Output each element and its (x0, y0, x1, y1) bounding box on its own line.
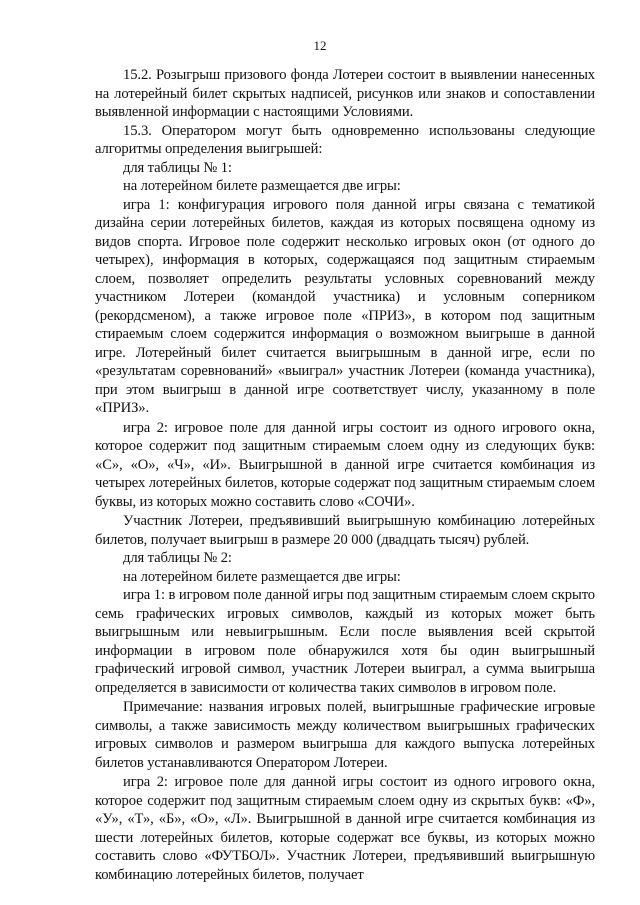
paragraph-note: Примечание: названия игровых полей, выигрышные графические игровые символы, а также зависимость между количеством выигрышных графических игровых символов и размером выигрыша для каждого выпуска лотерейных билетов устанавливаются Оператором Лотереи. (95, 699, 595, 771)
paragraph-table-1-game-1: игра 1: конфигурация игрового поля данной игры связана с тематикой дизайна серии лотерейных билетов, каждая из которых посвящена одному из видов спорта. Игровое поле содержит несколько игровых окон (от одного до четырех), информация в которых, содержащаяся под защитным стираемым слоем, позволяет определить результаты условных соревнований между участником Лотереи (командой участника) и условным соперником (рекордсменом), а также игровое поле «ПРИЗ», в котором под защитным стираемым слоем содержится информация о возможном выигрыше в данной игре. Лотерейный билет считается выигрышным в данной игре, если по «результатам соревнований» «выиграл» участник Лотереи (команда участника), при этом выигрыш в данной игре соответствует числу, указанному в поле «ПРИЗ». (95, 196, 595, 416)
paragraph-table-1-prize: Участник Лотереи, предъявивший выигрышную комбинацию лотерейных билетов, получает выигрыш в размере 20 000 (двадцать тысяч) рублей. (95, 513, 595, 548)
page-number: 12 (313, 38, 327, 53)
paragraph-table-2-heading: для таблицы № 2: (123, 550, 232, 566)
paragraph-table-1-game-2: игра 2: игровое поле для данной игры состоит из одного игрового окна, которое содержит под защитным стираемым слоем одну из следующих букв: «С», «О», «Ч», «И». Выигрышной в данной игре считается комбинация из четырех лотерейных билетов, которые содержат под защитным стираемым слоем буквы, из которых можно составить слово «СОЧИ». (95, 419, 595, 510)
paragraph-15-2: 15.2. Розыгрыш призового фонда Лотереи состоит в выявлении нанесенных на лотерейный билет скрытых надписей, рисунков или знаков и сопоставлении выявленной информации с настоящими Условиями. (95, 67, 595, 120)
paragraph-table-2-intro: на лотерейном билете размещается две игры: (123, 568, 401, 585)
paragraph-table-2-game-2: игра 2: игровое поле для данной игры состоит из одного игрового окна, которое содержит под защитным стираемым слоем одну из скрытых букв: «Ф», «У», «Т», «Б», «О», «Л». Выигрышной в данной игре считается комбинация из шести лотерейных билетов, которые содержат все буквы, из которых можно составить слово «ФУТБОЛ». Участник Лотереи, предъявивший выигрышную комбинацию лотерейных билетов, получает (95, 774, 595, 883)
paragraph-15-3: 15.3. Оператором могут быть одновременно использованы следующие алгоритмы определения выигрышей: (95, 122, 595, 157)
paragraph-table-1-intro: на лотерейном билете размещается две игры: (123, 178, 401, 194)
paragraph-table-1-heading: для таблицы № 1: (123, 159, 232, 176)
paragraph-table-2-game-1: игра 1: в игровом поле данной игры под защитным стираемым слоем скрыто семь графических игровых символов, каждый из которых может быть выигрышным или невыигрышным. Если после выявления всей скрытой информации в игровом поле обнаружился хотя бы один выигрышный графический игровой символ, участник Лотереи выиграл, а сумма выигрыша определяется в зависимости от количества таких символов в игровом поле. (95, 587, 595, 696)
document-body (95, 66, 595, 884)
